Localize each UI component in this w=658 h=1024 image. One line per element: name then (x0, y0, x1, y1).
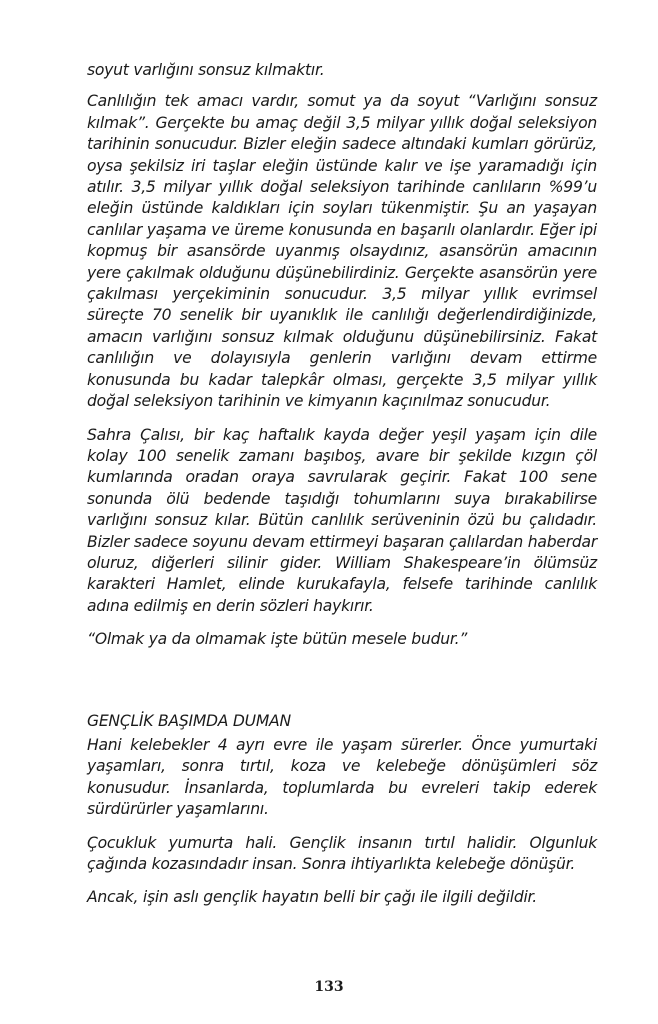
hamlet-quote: “Olmak ya da olmamak işte bütün mesele budur.” (87, 630, 468, 649)
paragraph-genclik: Ancak, işin aslı gençlik hayatın belli bir çağı ile ilgili değildir. (87, 888, 537, 907)
paragraph-canlilik: Canlılığın tek amacı vardır, somut ya da soyut “Varlığını sonsuz kılmak”. Gerçekte bu amaç değil 3,5 milyar yıllık doğal seleksiyon tarihinin sonucudur. Bizler eleğin sadece altındaki kumları görürüz, oysa şekilsiz iri taşlar eleğin üstünde kalır ve işe yaramadığı için atılır. 3,5 milyar yıllık doğal seleksiyon tarihinde canlıların %99’u eleğin üstünde kaldıkları için soyları tükenmiştir. Şu an yaşayan canlılar yaşama ve üreme konusunda en başarılı olanlardır. Eğer ipi kopmuş bir asansörde uyanmış olsaydınız, asansörün amacının yere çakılmak olduğunu düşünebilirdiniz. Gerçekte asansörün yere çakılması yerçekiminin sonucudur. 3,5 milyar yıllık evrimsel süreçte 70 senelik bir uyanıklık ile canlılığı değerlendirdiğinizde, amacın varlığını sonsuz kılmak olduğunu düşünebilirsiniz. Fakat canlılığın ve dolayısıyla genlerin varlığını devam ettirme konusunda bu kadar talepkâr olması, gerçekte 3,5 milyar yıllık doğal seleksiyon tarihinin ve kimyanın kaçınılmaz sonucudur. (87, 92, 597, 411)
paragraph-cocukluk: Çocukluk yumurta hali. Gençlik insanın tırtıl halidir. Olgunluk çağında kozasındadır insan. Sonra ihtiyarlıkta kelebeğe dönüşür. (87, 833, 597, 873)
page-number: 133 (314, 979, 344, 995)
paragraph-kelebek: Hani kelebekler 4 ayrı evre ile yaşam sürerler. Önce yumurtaki yaşamları, sonra tırtıl, koza ve kelebeğe dönüşümleri söz konusudur. İnsanlarda, toplumlarda bu evreleri takip ederek sürdürürler yaşamlarını. (87, 735, 597, 819)
page-content (87, 60, 597, 921)
section-heading: GENÇLİK BAŞIMDA DUMAN (87, 711, 291, 730)
paragraph-continuation: soyut varlığını sonsuz kılmaktır. (87, 61, 325, 79)
paragraph-sahra-calisi: Sahra Çalısı, bir kaç haftalık kayda değer yeşil yaşam için dile kolay 100 senelik zamanı başıboş, avare bir şekilde kızgın çöl kumlarında oradan oraya savrularak geçirir. Fakat 100 sene sonunda ölü bedende taşıdığı tohumlarını suya bırakabilirse varlığını sonsuz kılar. Bütün canlılık serüveninin özü bu çalıdadır. Bizler sadece soyunu devam ettirmeyi başaran çalılardan haberdar oluruz, diğerleri silinir gider. William Shakespeare’in ölümsüz karakteri Hamlet, elinde kurukafayla, felsefe tarihinde canlılık adına edilmiş en derin sözleri haykırır. (87, 425, 597, 615)
